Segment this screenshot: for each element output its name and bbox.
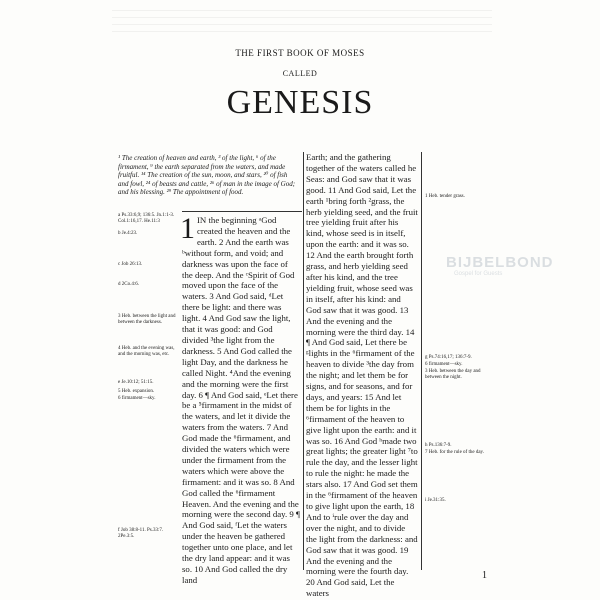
cross-ref-d: d 2Co.4:6. — [118, 282, 139, 287]
watermark-brand: BIJBELBOND — [446, 254, 554, 271]
watermark-tagline: Gospel for Guests — [454, 271, 503, 277]
bleed-through-text — [112, 10, 492, 38]
chapter-dropcap: 1 — [180, 212, 195, 245]
cross-ref-h: h Ps.136:7-9. — [425, 443, 452, 448]
book-subtitle: THE FIRST BOOK OF MOSES — [235, 48, 365, 58]
footnote-4: 4 Heb. and the evening was, and the morning was, etc. — [118, 346, 175, 357]
footnote-right-3: 3 Heb. between the day and between the night. — [425, 369, 481, 380]
footnote-right-7: 7 Heb. for the rule of the day. — [425, 450, 484, 455]
cross-ref-c: c Job 26:13. — [118, 262, 143, 267]
margin-divider — [421, 152, 422, 570]
text-column-right — [306, 152, 418, 599]
verse-text-left: IN the beginning ᵃGod created the heaven and the earth. 2 And the earth was ᵇwithout form, and void; and darkness was upon the face of the deep. And the ᶜSpirit of God moved upon the face of the waters. 3 And God said, ᵈLet there be light: and there was light. 4 And God saw the light, that it was good: and God divided ³the light from the darkness. 5 And God called the light Day, and the darkness he called Night. ⁴And the evening and the morning were the first day. 6 ¶ And God said, ᵉLet there be a ⁵firmament in the midst of the waters, and let it divide the waters from the waters. 7 And God made the ⁶firmament, and divided the waters which were under the firmament from the waters which were above the firmament: and it was so. 8 And God called the ⁶firmament Heaven. And the evening and the morning were the second day. 9 ¶ And God said, ᶠLet the waters under the heaven be gathered together unto one place, and let the dry land appear: and it was so. 10 And God called the dry land — [182, 215, 300, 585]
verse-text-right: Earth; and the gathering together of the waters called he Seas: and God saw that it was good. 11 And God said, Let the earth ¹bring forth ²grass, the herb yielding seed, and the fruit tree yielding fruit after his kind, whose seed is in itself, upon the earth: and it was so. 12 And the earth brought forth grass, and herb yielding seed after his kind, and the tree yielding fruit, whose seed was in itself, after his kind: and God saw that it was good. 13 And the evening and the morning were the third day. 14 ¶ And God said, Let there be ᵍlights in the ⁶firmament of the heaven to divide ³the day from the night; and let them be for signs, and for seasons, and for days, and years: 15 And let them be for lights in the ⁶firmament of the heaven to give light upon the earth: and it was so. 16 And God ʰmade two great lights; the greater light ⁷to rule the day, and the lesser light to rule the night: he made the stars also. 17 And God set them in the ⁶firmament of the heaven to give light upon the earth, 18 And to ⁱrule over the day and over the night, and to divide the light from the darkness: and God saw that it was good. 19 And the evening and the morning were the fourth day. 20 And God said, Let the waters — [306, 152, 418, 599]
column-divider — [303, 152, 304, 570]
footnote-6: 6 firmament—sky. — [118, 396, 156, 401]
footnote-5: 5 Heb. expansion. — [118, 389, 155, 394]
watermark — [446, 254, 566, 277]
cross-ref-g: g Ps.74:16,17; 136:7-9. — [425, 355, 472, 360]
footnote-right-1: 1 Heb. tender grass. — [425, 194, 465, 199]
cross-ref-i: i Je.31:35. — [425, 498, 446, 503]
summary-divider — [182, 211, 302, 212]
book-title: GENESIS — [226, 84, 374, 121]
cross-ref-a: a Ps.33:6,9; 136:5. Jn.1:1-3. Col.1:16,17. He.11:3 — [118, 213, 175, 224]
cross-ref-b: b Je.4:23. — [118, 231, 138, 236]
footnote-3: 3 Heb. between the light and between the darkness. — [118, 314, 176, 325]
cross-ref-f: f Job 38:8-11. Ps.33:7. 2Pe.3:5. — [118, 528, 164, 539]
book-called-label: CALLED — [282, 69, 318, 78]
cross-ref-e: e Je.10:12; 51:15. — [118, 380, 154, 385]
chapter-summary: ¹ The creation of heaven and earth, ³ of the light, ⁶ of the firmament, ⁹ the earth separated from the waters, and made fruitful. ¹⁴ The creation of the sun, moon, and stars, ²⁰ of fish and fowl, ²⁴ of beasts and cattle, ²⁶ of man in the image of God; and his blessing. ²⁹ The appointment of food. — [118, 154, 296, 197]
footnote-right-6: 6 firmament—sky. — [425, 362, 463, 367]
page-number: 1 — [482, 570, 487, 581]
text-column-left — [180, 212, 300, 586]
